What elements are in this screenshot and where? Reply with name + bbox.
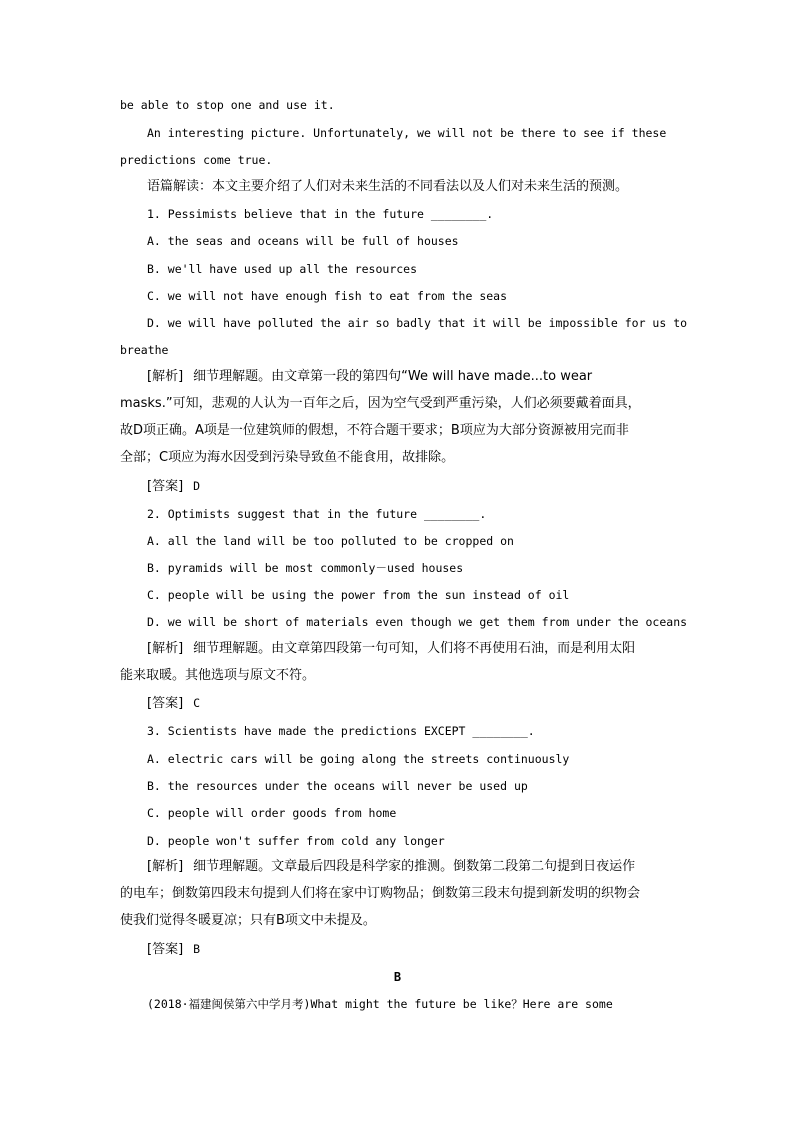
analysis-line: 故D项正确。A项是一位建筑师的假想，不符合题干要求；B项应为大部分资源被用完而非 (120, 423, 629, 438)
option: C. we will not have enough fish to eat from the seas (147, 289, 508, 303)
answer-value: B (193, 942, 201, 956)
question-stem: 3. Scientists have made the predictions EXCEPT ________. (147, 724, 535, 738)
answer-line (147, 478, 675, 495)
option-continuation: breathe (120, 343, 169, 357)
analysis-line (147, 641, 675, 657)
option: B. pyramids will be most commonly－used houses (147, 561, 464, 575)
analysis-tag: [解析] (147, 369, 184, 384)
answer-value: C (193, 696, 201, 710)
analysis-line: 全部；C项应为海水因受到污染导致鱼不能食用，故排除。 (120, 450, 455, 465)
answer-line (147, 941, 675, 958)
option: C. people will be using the power from the sun instead of oil (147, 588, 570, 602)
option: B. the resources under the oceans will never be used up (147, 779, 528, 793)
option: A. all the land will be too polluted to be cropped on (147, 534, 514, 548)
analysis-text: 细节理解题。由文章第一段的第四句“We will have made...to wear (193, 369, 593, 384)
analysis-line: 能来取暖。其他选项与原文不符。 (120, 668, 316, 683)
analysis-tag: [解析] (147, 641, 184, 656)
passage-line: predictions come true. (120, 153, 273, 167)
section-heading: B (393, 970, 402, 984)
option: A. electric cars will be going along the streets continuously (147, 752, 570, 766)
analysis-line: masks.”可知，悲观的人认为一百年之后，因为空气受到严重污染，人们必须要戴着面具， (120, 396, 641, 411)
analysis-line: 的电车；倒数第四段末句提到人们将在家中订购物品；倒数第三段末句提到新发明的织物会 (120, 886, 641, 901)
analysis-line: 使我们觉得冬暖夏凉；只有B项文中未提及。 (120, 913, 376, 928)
passage-summary: 语篇解读：本文主要介绍了人们对未来生活的不同看法以及人们对未来生活的预测。 (147, 179, 629, 194)
analysis-line (147, 369, 675, 385)
question-stem: 1. Pessimists believe that in the future ________. (147, 207, 494, 221)
answer-line (147, 695, 675, 712)
option: B. we'll have used up all the resources (147, 262, 418, 276)
analysis-tag: [解析] (147, 859, 184, 874)
passage-line: be able to stop one and use it. (120, 98, 335, 112)
answer-tag: [答案] (147, 696, 184, 711)
question-stem: 2. Optimists suggest that in the future ________. (147, 507, 487, 521)
option: D. we will have polluted the air so badly that it will be impossible for us to (147, 316, 688, 330)
answer-value: D (193, 479, 201, 493)
option: C. people will order goods from home (147, 806, 397, 820)
option: D. people won't suffer from cold any longer (147, 834, 445, 848)
answer-tag: [答案] (147, 942, 184, 957)
answer-tag: [答案] (147, 479, 184, 494)
analysis-text: 细节理解题。由文章第四段第一句可知，人们将不再使用石油，而是利用太阳 (193, 641, 636, 656)
analysis-line (147, 859, 675, 875)
analysis-text: 细节理解题。文章最后四段是科学家的推测。倒数第二段第二句提到日夜运作 (193, 859, 636, 874)
section-intro: (2018·福建闽侯第六中学月考)What might the future be like？Here are some (147, 997, 613, 1011)
option: D. we will be short of materials even though we get them from under the oceans (147, 615, 688, 629)
passage-line: An interesting picture. Unfortunately, we will not be there to see if these (147, 126, 667, 140)
option: A. the seas and oceans will be full of houses (147, 234, 459, 248)
